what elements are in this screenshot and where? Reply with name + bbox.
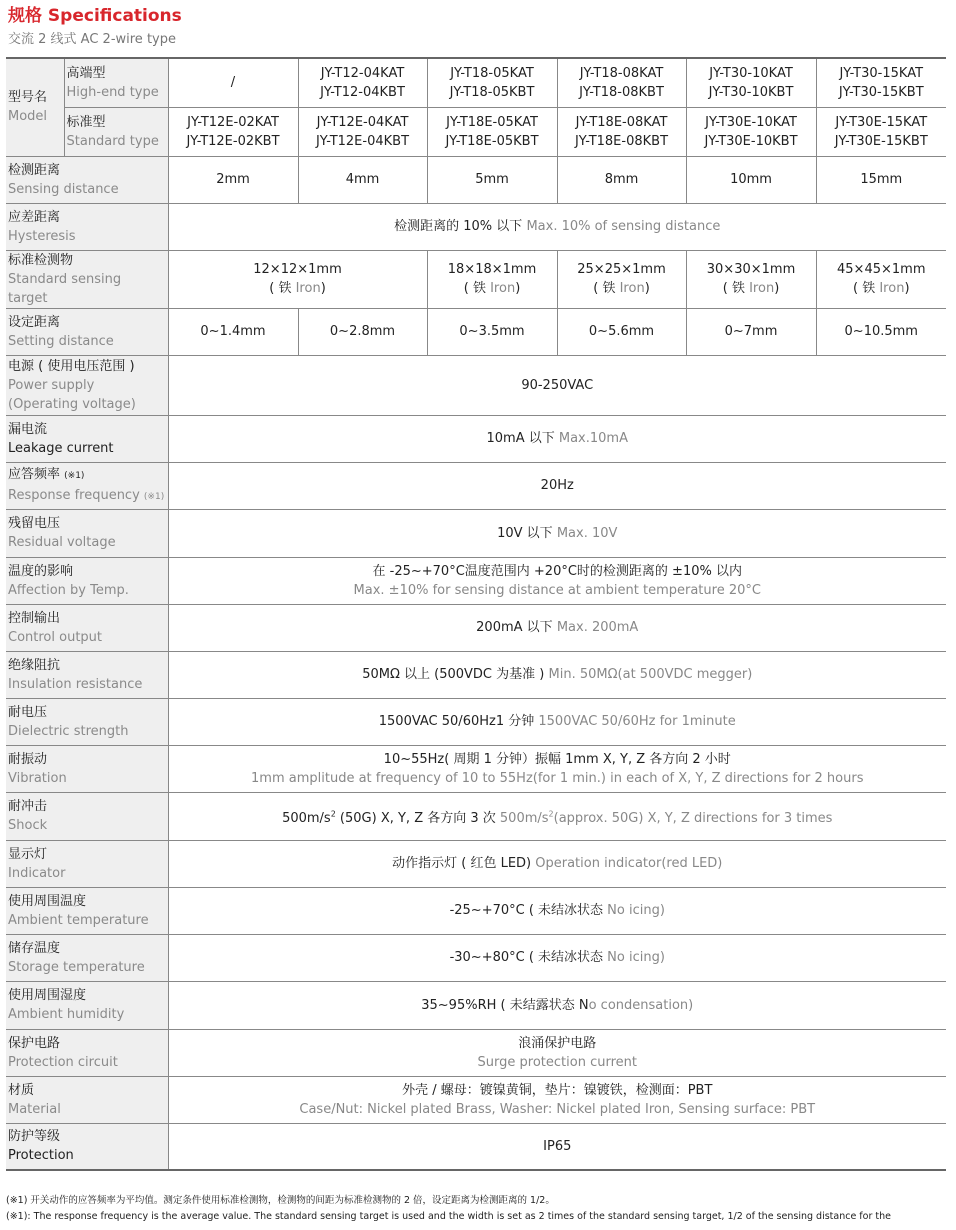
row-indicator [6, 840, 946, 887]
hysteresis-label: 应差距离 Hysteresis [6, 203, 168, 250]
dielectric-label: 耐电压 Dielectric strength [6, 698, 168, 745]
row-sensing-target [6, 250, 946, 308]
hysteresis-value: 检测距离的 10% 以下 Max. 10% of sensing distance [168, 203, 946, 250]
ambient-humidity-label: 使用周围湿度 Ambient humidity [6, 981, 168, 1029]
model-label: 型号名 Model [6, 58, 64, 156]
footnote-zh: (※1) 开关动作的应答频率为平均值。测定条件使用标准检测物，检测物的间距为标准检测物的 2 倍，设定距离为检测距离的 1/2。 [6, 1195, 555, 1206]
power-supply-label: 电源 ( 使用电压范围 ) Power supply (Operating voltage) [6, 355, 168, 415]
model-cell: JY-T30-15KAT JY-T30-15KBT [816, 58, 946, 107]
setting-distance-cell: 0~1.4mm [168, 308, 298, 355]
model-cell: JY-T18-05KAT JY-T18-05KBT [427, 58, 557, 107]
spec-table [6, 57, 946, 1171]
material-value: 外壳 / 螺母：镀镍黄铜，垫片：镍镀铁，检测面：PBT Case/Nut: Nickel plated Brass, Washer: Nickel plated Iron, Sensing surface: PBT [168, 1076, 946, 1123]
sensing-target-cell: 12×12×1mm ( 铁 Iron) [168, 250, 427, 308]
ambient-temperature-label: 使用周围温度 Ambient temperature [6, 887, 168, 934]
leakage-current-label: 漏电流 Leakage current [6, 415, 168, 462]
model-cell: JY-T18E-08KAT JY-T18E-08KBT [557, 107, 686, 156]
sensing-target-cell: 18×18×1mm ( 铁 Iron) [427, 250, 557, 308]
row-ambient-temperature [6, 887, 946, 934]
indicator-value: 动作指示灯 ( 红色 LED) Operation indicator(red LED) [168, 840, 946, 887]
storage-temperature-value: -30~+80°C ( 未结冰状态 No icing) [168, 934, 946, 981]
row-protection-circuit [6, 1029, 946, 1076]
sensing-distance-cell: 8mm [557, 156, 686, 203]
model-cell: JY-T30E-10KAT JY-T30E-10KBT [686, 107, 816, 156]
model-cell: JY-T30-10KAT JY-T30-10KBT [686, 58, 816, 107]
insulation-value: 50MΩ 以上 (500VDC 为基准 ) Min. 50MΩ(at 500VDC megger) [168, 651, 946, 698]
sensing-target-cell: 25×25×1mm ( 铁 Iron) [557, 250, 686, 308]
residual-voltage-label: 残留电压 Residual voltage [6, 509, 168, 557]
row-leakage-current [6, 415, 946, 462]
sensing-distance-cell: 5mm [427, 156, 557, 203]
protection-value: IP65 [168, 1123, 946, 1170]
sensing-distance-cell: 15mm [816, 156, 946, 203]
ambient-temperature-value: -25~+70°C ( 未结冰状态 No icing) [168, 887, 946, 934]
model-cell: JY-T12E-02KAT JY-T12E-02KBT [168, 107, 298, 156]
sensing-distance-cell: 2mm [168, 156, 298, 203]
sensing-distance-label: 检测距离 Sensing distance [6, 156, 168, 203]
high-end-label: 高端型 High-end type [64, 58, 168, 107]
protection-circuit-label: 保护电路 Protection circuit [6, 1029, 168, 1076]
row-protection [6, 1123, 946, 1170]
model-cell: JY-T12E-04KAT JY-T12E-04KBT [298, 107, 427, 156]
sensing-distance-cell: 4mm [298, 156, 427, 203]
control-output-label: 控制输出 Control output [6, 604, 168, 651]
shock-value: $500m/s^2$ (50G) X, Y, Z 各方向 3 次 $500m/s^2(approx$. 50G) X, Y, Z directions for 3 times [168, 792, 946, 840]
ambient-humidity-value: 35~95%RH ( 未结露状态 No condensation) [168, 981, 946, 1029]
protection-circuit-value: 浪涌保护电路 Surge protection current [168, 1029, 946, 1076]
page-title: 规格 Specifications [8, 6, 182, 26]
temp-affection-value: 在 -25~+70°C温度范围内 +20°C时的检测距离的 ±10% 以内 Max. ±10% for sensing distance at ambient temperature 20°C [168, 557, 946, 604]
storage-temperature-label: 储存温度 Storage temperature [6, 934, 168, 981]
vibration-value: 10~55Hz( 周期 1 分钟）振幅 1mm X, Y, Z 各方向 2 小时 1mm amplitude at frequency of 10 to 55Hz(for 1 min.) in each of X, Y, Z directions for 2 hours [168, 745, 946, 792]
model-cell: / [168, 58, 298, 107]
row-temp-affection [6, 557, 946, 604]
row-insulation [6, 651, 946, 698]
row-storage-temperature [6, 934, 946, 981]
material-label: 材质 Material [6, 1076, 168, 1123]
shock-label: 耐冲击 Shock [6, 792, 168, 840]
leakage-current-value: 10mA 以下 Max.10mA [168, 415, 946, 462]
control-output-value: 200mA 以下 Max. 200mA [168, 604, 946, 651]
row-response-frequency [6, 462, 946, 509]
row-shock [6, 792, 946, 840]
setting-distance-cell: 0~3.5mm [427, 308, 557, 355]
row-setting-distance [6, 308, 946, 355]
setting-distance-cell: 0~2.8mm [298, 308, 427, 355]
row-dielectric [6, 698, 946, 745]
power-supply-value: 90-250VAC [168, 355, 946, 415]
row-residual-voltage [6, 509, 946, 557]
model-cell: JY-T12-04KAT JY-T12-04KBT [298, 58, 427, 107]
row-model-high-end [6, 58, 946, 107]
setting-distance-label: 设定距离 Setting distance [6, 308, 168, 355]
page-subtitle: 交流 2 线式 AC 2-wire type [8, 32, 176, 47]
sensing-target-label: 标准检测物 Standard sensing target [6, 250, 168, 308]
sensing-target-cell: 30×30×1mm ( 铁 Iron) [686, 250, 816, 308]
response-frequency-value: 20Hz [168, 462, 946, 509]
dielectric-value: 1500VAC 50/60Hz1 分钟 1500VAC 50/60Hz for 1minute [168, 698, 946, 745]
temp-affection-label: 温度的影响 Affection by Temp. [6, 557, 168, 604]
setting-distance-cell: 0~10.5mm [816, 308, 946, 355]
protection-label: 防护等级 Protection [6, 1123, 168, 1170]
row-model-standard [6, 107, 946, 156]
model-cell: JY-T30E-15KAT JY-T30E-15KBT [816, 107, 946, 156]
standard-label: 标准型 Standard type [64, 107, 168, 156]
sensing-target-cell: 45×45×1mm ( 铁 Iron) [816, 250, 946, 308]
setting-distance-cell: 0~5.6mm [557, 308, 686, 355]
row-control-output [6, 604, 946, 651]
insulation-label: 绝缘阻抗 Insulation resistance [6, 651, 168, 698]
row-ambient-humidity [6, 981, 946, 1029]
row-sensing-distance [6, 156, 946, 203]
sensing-distance-cell: 10mm [686, 156, 816, 203]
vibration-label: 耐振动 Vibration [6, 745, 168, 792]
row-vibration [6, 745, 946, 792]
row-power-supply [6, 355, 946, 415]
footnote-en: (※1): The response frequency is the average value. The standard sensing target is used and the width is set as 2 times of the standard sensing target, 1/2 of the sensing distance for the [6, 1211, 891, 1222]
residual-voltage-value: 10V 以下 Max. 10V [168, 509, 946, 557]
model-cell: JY-T18-08KAT JY-T18-08KBT [557, 58, 686, 107]
row-hysteresis [6, 203, 946, 250]
model-cell: JY-T18E-05KAT JY-T18E-05KBT [427, 107, 557, 156]
response-frequency-label: 应答频率 (※1) Response frequency (※1) [6, 462, 168, 509]
row-material [6, 1076, 946, 1123]
setting-distance-cell: 0~7mm [686, 308, 816, 355]
indicator-label: 显示灯 Indicator [6, 840, 168, 887]
